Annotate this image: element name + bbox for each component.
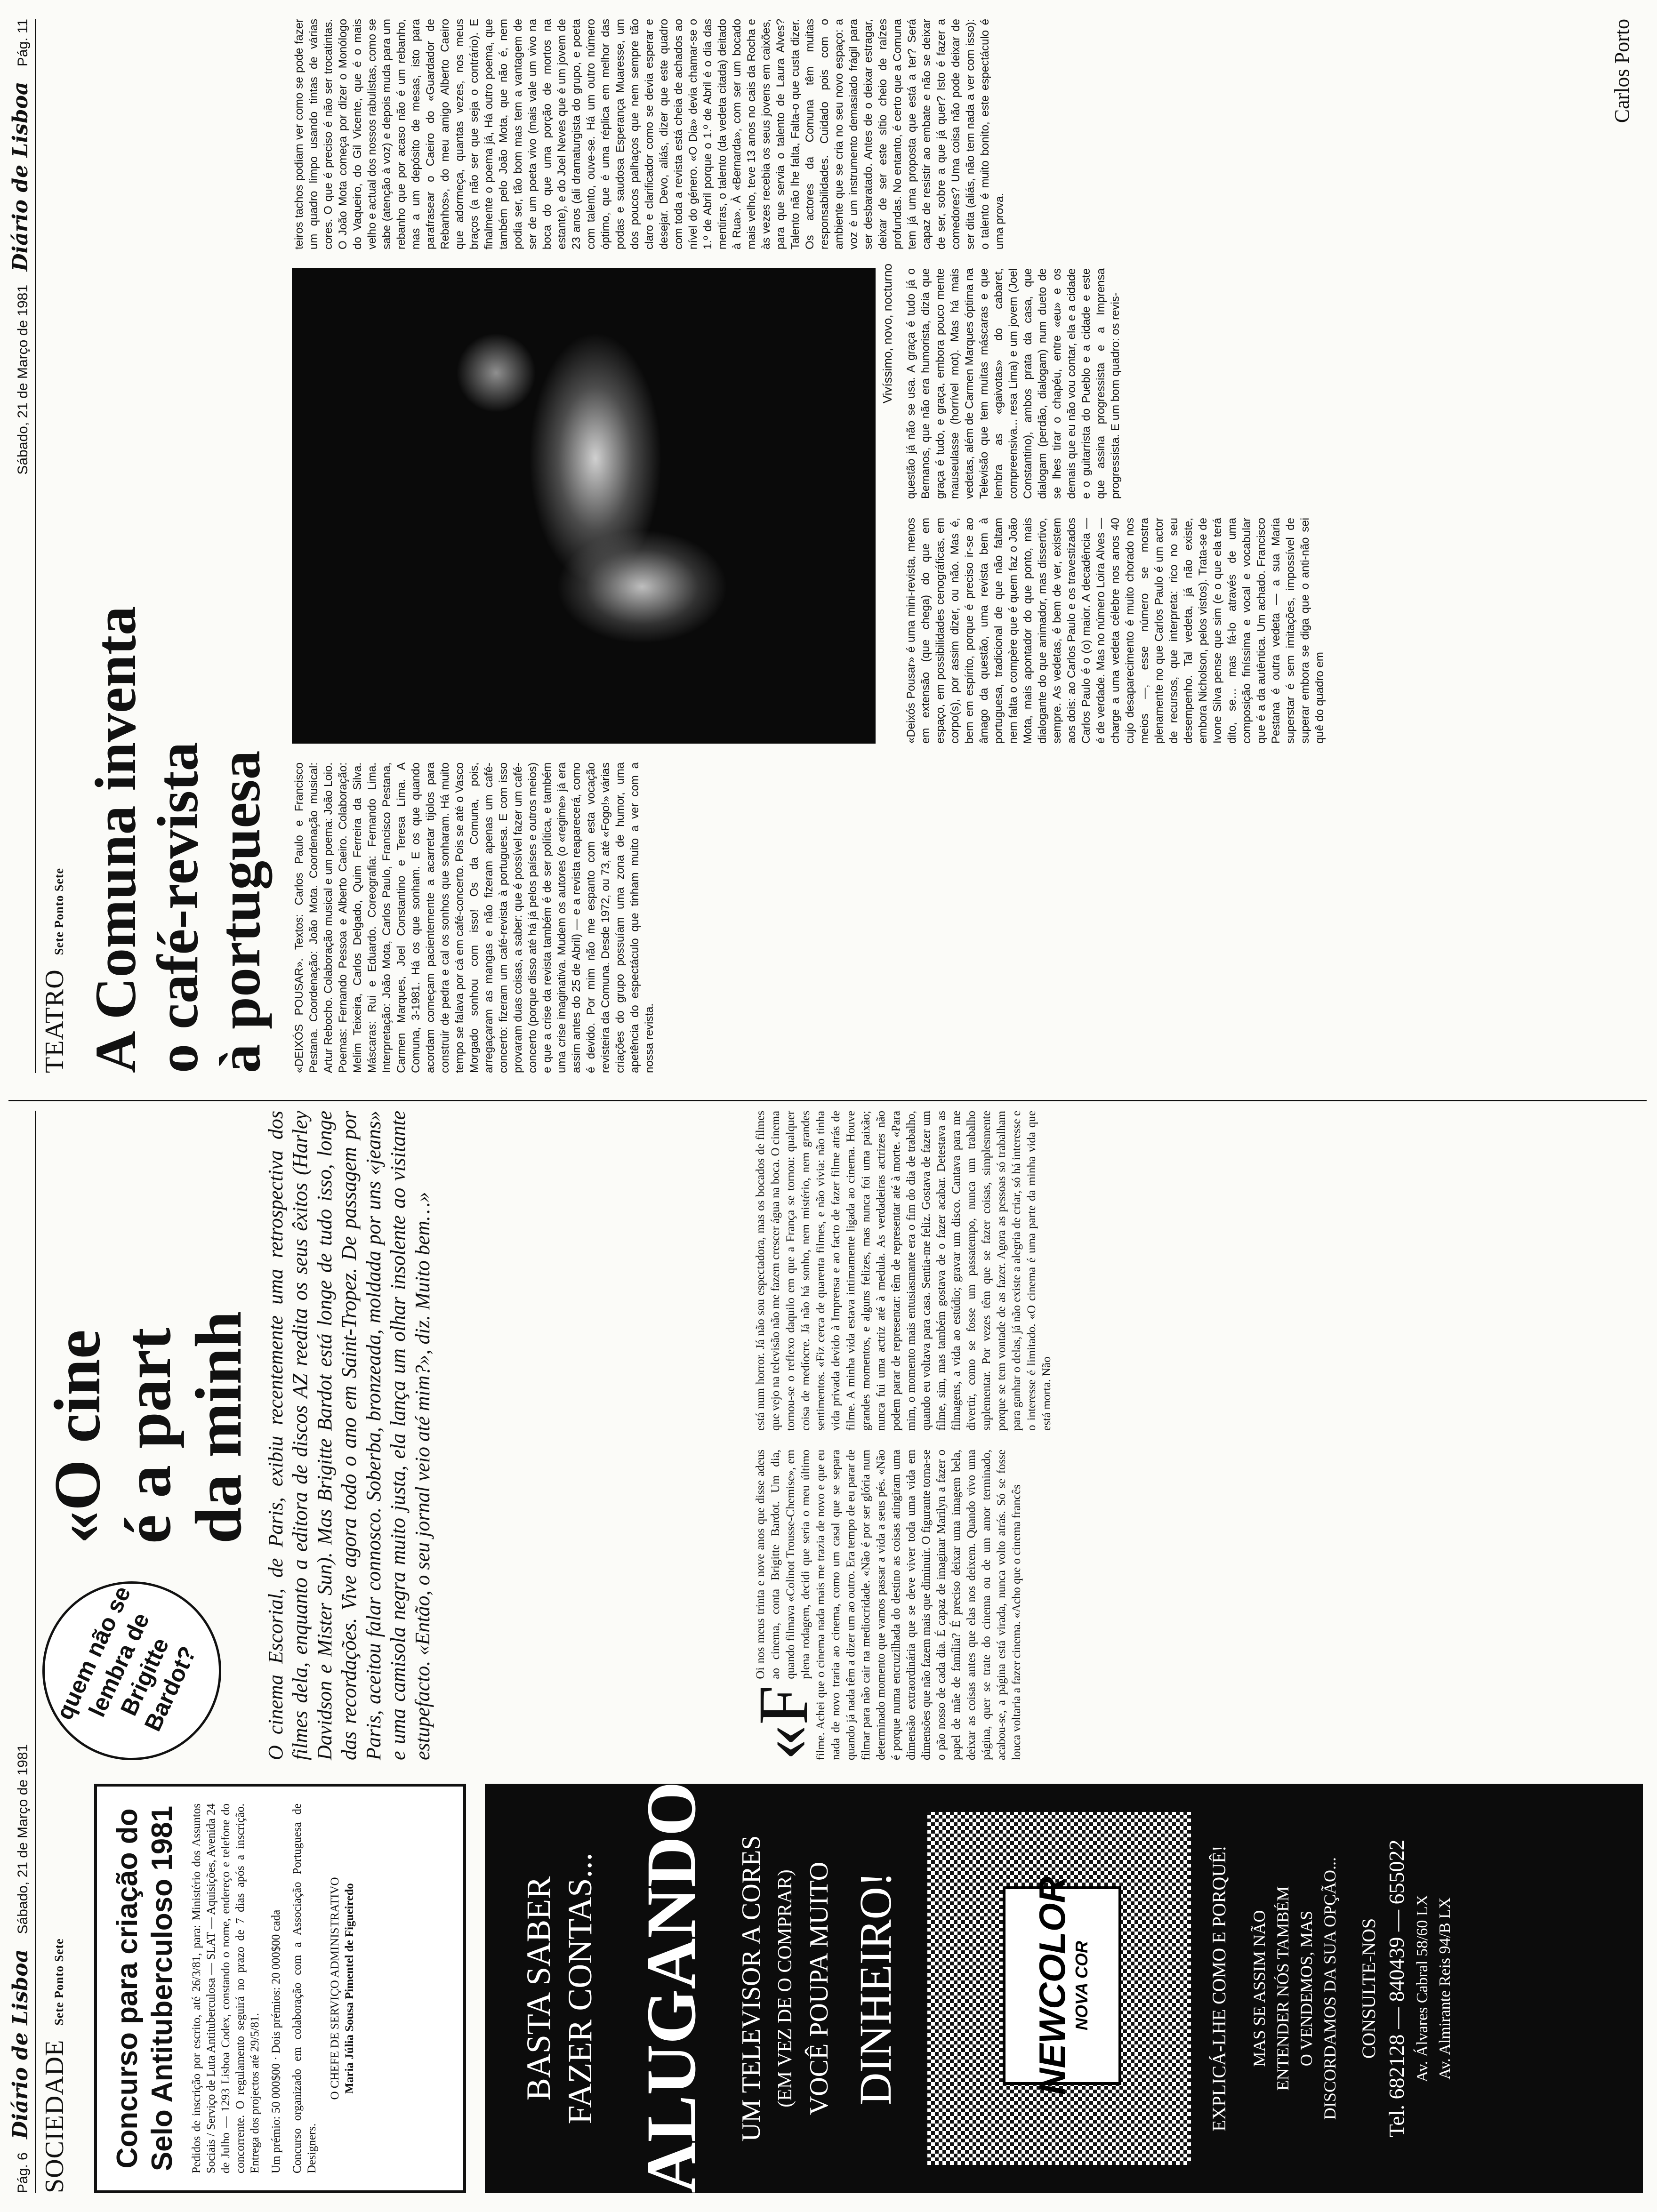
- circle-text: quem não se lembra de Brigitte Bardot?: [51, 1582, 201, 1735]
- bardot-headline-1: «O cine: [41, 1330, 114, 1544]
- masthead-left: Diário de Lisboa: [8, 1949, 32, 2139]
- ad-address-1: Av. Álvares Cabral 58/60 LX: [1414, 1894, 1431, 2083]
- theatre-photo: [292, 268, 876, 744]
- ad-explain: EXPLICÁ-LHE COMO E PORQUÊ!: [1208, 1845, 1230, 2132]
- bardot-column-1: [744, 1450, 1638, 1760]
- section-label-right: TEATRO: [40, 969, 69, 1073]
- logo-text: NEWCOLOR: [1031, 1876, 1073, 2095]
- ad-question-1: MAS SE ASSIM NÃO: [1250, 1910, 1269, 2067]
- bardot-dropcap: «F: [744, 1685, 822, 1760]
- ad-line-6: VOCÊ POUPA MUITO: [804, 1861, 834, 2116]
- contest-signature-role: O CHEFE DE SERVIÇO ADMINISTRATIVO: [329, 1877, 341, 2100]
- ad-line-3: ALUGANDO: [632, 1781, 710, 2193]
- ad-checker-pattern: [927, 1812, 1191, 2165]
- bardot-column-2: está num horror. Já não sou espectadora, mas os bocados de filmes que vejo na televisão não me fazem crescer água na boca. O cinema tornou-se o reflexo daquilo em que a França se tornou: qualquer coisa de medíocre. Já não há sonho, nem mistério, nem grandes sentimentos. «Fiz cerca de quarenta filmes, e não vivia: não tinha vida privada devido à Imprensa e ao facto de fazer filme atrás de filme. A minha vida estava intimamente ligada ao cinema. Houve grandes momentos, e alguns felizes, mas nunca foi uma paixão; nunca fui uma actriz até à medula. As verdadeiras actrizes não podem parar de representar: têm de representar até à morte. «Para mim, o momento mais entusiasmante era o fim do dia de trabalho, quando eu voltava para casa. Sentia-me feliz. Gostava de fazer um filme, sim, mas também gostava de o fazer acabar. Detestava as filmagens, a vida ao estúdio; gravar um disco. Cantava para me divertir, como se fosse um passatempo, nunca um trabalho suplementar. Por vezes têm que se fazer coisas, simplesmente porque se tem vontade de as fazer. Agora as pessoas só trabalham para ganhar o delas, já não existe a alegria de criar, só há interesse e o interesse é limitado. «O cinema é uma parte da minha vida que está morta. Não: [754, 1111, 1053, 1431]
- ad-line-1: BASTA SABER: [520, 1876, 557, 2101]
- photo-caption: Vivíssimo, novo, nocturno: [880, 264, 894, 404]
- ad-question-3: O VENDEMOS, MAS: [1297, 1910, 1316, 2067]
- ad-address-2: Av. Almirante Reis 94/B LX: [1436, 1897, 1454, 2080]
- date-left: Sábado, 21 de Março de 1981: [15, 1744, 31, 1934]
- ad-consult: CONSULTE-NOS: [1358, 1918, 1379, 2059]
- contest-prizes: Um prémio: 50 000$00 · Dois prémios: 20 000$00 cada: [270, 1909, 282, 2173]
- comuna-headline-2: o café-revista: [145, 742, 210, 1073]
- header-rule-right: [35, 19, 36, 1073]
- header-left: [8, 1111, 37, 2193]
- logo-subtext: NOVA COR: [1072, 1941, 1091, 2031]
- ad-line-5: (EM VEZ DE O COMPRAR): [774, 1869, 796, 2108]
- contest-box: [94, 1784, 466, 2193]
- newcolor-advertisement: [485, 1781, 1643, 2193]
- bardot-headline-2: é a part: [112, 1328, 185, 1544]
- ad-question-4: DISCORDAMOS DA SUA OPÇÃO...: [1320, 1857, 1339, 2120]
- section-title-teatro: [40, 868, 72, 1073]
- date-right: Sábado, 21 de Março de 1981: [15, 284, 31, 475]
- contest-signature-name: Maria Júlia Sousa Pimentel de Figueiredo: [343, 1883, 356, 2094]
- ad-line-4: UM TELEVISOR A CORES: [737, 1835, 766, 2142]
- comuna-headline-1: A Comuna inventa: [83, 606, 148, 1073]
- header-rule-left: [35, 1111, 36, 2193]
- ad-telephone: Tel. 682128 — 840439 — 655022: [1384, 1839, 1408, 2138]
- comuna-column-2: «Deixós Pousar» é uma mini-revista, menos em extensão (que chega) do que em espaço, em possibilidades cenográficas, em corpo(s), por assim dizer, ou não. Mas é, bem em espírito, porque é preciso ir-se ao âmago da questão, uma revista bem à portuguesa, tradicional de que não faltam nem falta o compère que é quem faz o João Mota, mais apontador do que ponto, mais dialogante do que animador, mas dissertivo, sempre. As vedetas, é bem de ver, existem aos dois: ao Carlos Paulo e os travestizados Carlos Paulo é o (o) maior. A decadência — é de verdade. Mas no número Loira Alves — charge a uma vedeta célebre nos anos 40 cujo desaparecimento é muito chorado nos meios —, esse número se mostra plenamente no que Carlos Paulo é um actor de recursos, que interpreta: rico no seu desempenho. Tal vedeta, já não existe, embora Nicholson, pelos vistos). Trata-se de Ivone Silva pense que sim (e o que ela terá dito, se… mas fá-lo através de uma composição finíssima e vocal e vocabular que é a da autêntica. Um achado. Francisco Pestana é outra vedeta — a sua Maria superstar é sem imitações, impossível de superar embora se diga que o anti-não sei quê do quadro em: [905, 518, 1326, 744]
- ad-line-2: FAZER CONTAS...: [561, 1852, 599, 2124]
- comuna-column-3: questão já não se usa. A graça é tudo já o Bernanos, que não era humorista, dizia que graça é tudo, e graça, embora pouco mente mauseulasse (horrível mot). Mas há mais vedetas, além de Carmen Marques óptima na Televisão que tem muitas máscaras e que lembra as «gaivotas» do cabaret, compreensiva... resa Lima) e um jovem (Joel Constantino), ambos prata da casa, que dialogam (perdão, dialogam) num dueto de se lhes tirar o chapéu, entre «eu» e os demais que eu não vou contar, ela e a cidade e o guitarrista do Pueblo e a cidade e este que assina progressista e a Imprensa progressista. E um bom quadro: os revis-: [905, 268, 1122, 499]
- page-gutter: [8, 1100, 1647, 1101]
- bardot-circle-teaser: [42, 1581, 221, 1760]
- page-number-left: Pág. 6: [15, 2152, 31, 2193]
- contest-body: Pedidos de inscrição por escrito, até 26/3/81, para: Ministério dos Assuntos Sociais / Serviço de Luta Antituberculosa — SLAT — Aquisições, Avenida 24 de Julho — 1293 Lisboa Codex, constando o nome, endereço e telefone do concorrente. O regulamento seguirá no prazo de 7 dias após a inscrição. Entrega dos projectos até 29/5/81.: [190, 1803, 261, 2173]
- author-signature: Carlos Porto: [1610, 19, 1633, 123]
- ad-line-7: DINHEIRO!: [850, 1872, 901, 2105]
- masthead-right: Diário de Lisboa: [8, 81, 32, 272]
- section-label: SOCIEDADE: [40, 2039, 69, 2193]
- ad-question-2: ENTENDER NÓS TAMBÉM: [1273, 1886, 1292, 2091]
- page-number-right: Pág. 11: [15, 19, 31, 67]
- contest-title: Concurso para criação do Selo Antituberculoso 1981: [111, 1805, 178, 2172]
- comuna-headline-3: à portuguesa: [208, 750, 272, 1073]
- comuna-column-1: «DEIXÓS POUSAR». Textos: Carlos Paulo e Francisco Pestana. Coordenação: João Mota. Coordenação musical: Artur Rebocho. Colaboração musical e um poema: João Loio. Poemas: Fernando Pessoa e Alberto Caeiro. Colaboração: Melim Teixeira, Carlos Delgado, Quim Ferreira da Silva. Máscaras: Rui e Eduardo. Coreografia: Fernando Lima. Interpretação: João Mota, Carlos Paulo, Francisco Pestana, Carmen Marques, Joel Constantino e Teresa Lima. A Comuna, 3-1981. Há os que sonham. E os que quando acordam começam pacientemente a acarretar tijolos para construir de pedra e cal os sonhos que sonharam. Há muito tempo se falava por cá em café-concerto. Pois se até o Vasco Morgado sonhou com isso! Os da Comuna, pois, arregaçaram as mangas e não fizeram apenas um café-concerto: fizeram um café-revista à portuguesa. E com isso provaram duas coisas, a saber: que é possível fazer um café-concerto (porque disso até há já pelos países e outros meios) e que a crise da revista também é de ser política, e também uma crise imaginativa. Mudem os autores (o «regime» já era assim antes do 25 de Abril) — e a revista reaparecerá, como é devido. Por mim não me espanto com esta vocação revisteira da Comuna. Desde 1972, ou 73, até «Fogo!» várias criações do grupo possuíam uma zona de humor, uma apetência do espectáculo que tinham muito a ver com a nossa revista.: [293, 762, 656, 1073]
- supplement-label-right: Sete Ponto Sete: [52, 867, 66, 955]
- bardot-headline-3: da minh: [182, 1311, 255, 1544]
- bardot-column-1-text: Oi nos meus trinta e nove anos que disse adeus ao cinema, conta Brigitte Bardot. Um dia, quando filmava «Colinot Trousse-Chemise», em plena rodagem, decidi que seria o meu último filme. Achei que o cinema nada mais me trazia de novo e que eu nada de novo traria ao cinema, como um casal que se separa quando já nada têm a dizer um ao outro. Era tempo de eu parar de filmar para não cair na mediocridade. «Não é por ser glória num determinado momento que vamos passar a vida a seus pés. «Não é porque numa encruzilhada do destino as coisas atingiram uma dimensão extraordinária que se deve viver toda uma vida em dimensões que não fazem mais que diminuir. O figurante torna-se o pão nosso de cada dia. É capaz de imaginar Marilyn a fazer o papel de mãe de família? É preciso deixar uma imagem bela, deixar as coisas antes que elas nos deixem. Quando vivo uma página, quer se trate do cinema ou de um amor terminado, acabou-se, a página está virada, nunca volto atrás. Só se fosse louca voltaria a fazer cinema. «Acho que o cinema francês: [754, 1450, 1023, 1760]
- supplement-label: Sete Ponto Sete: [52, 1938, 66, 2026]
- bardot-lede: O cinema Escorial, de Paris, exibiu recentemente uma retrospectiva dos filmes dela, enquanto a editora de discos AZ reedita os seus êxitos (Harley Davidson e Mister Sun). Mas Brigitte Bardot está longe de tudo isso, longe das recordações. Vive agora todo o ano em Saint-Tropez. De passagem por Paris, aceitou falar connosco. Soberba, bronzeada, moldada por uns «jeans» e uma camisola negra muito justa, ela lança um olhar insolente ao visitante estupefacto. «Então, o seu jornal veio até mim?», diz. Muito bem…»: [264, 1111, 434, 1760]
- newcolor-logo: [1003, 1876, 1121, 2095]
- contest-organization: Concurso organizado em colaboração com a Associação Portuguesa de Designers.: [291, 1803, 318, 2173]
- comuna-column-4: teiros tachos podiam ver como se pode fazer um quadro limpo usando tintas de várias cores. O que é preciso é não ser trocatintas. O João Mota começa por dizer o Monólogo do Vaqueiro, do Gil Vicente, que é o mais velho e actual dos nossos rabulistas, como se sabe (atenção à voz) e depois muda para um rebanho que por acaso não é um rebanho, mas a um depósito de mesas, isto para parafrasear o Caeiro do «Guardador de Rebanhos», do meu amigo Alberto Caeiro que adormeça, quantas vezes, nos meus braços (a não ser que seja o contrário). E finalmente o poema já, Há outro poema, que também pelo João Mota, que não é, nem podia ser, tão bom mas tem a vantagem de ser de um poeta vivo (mais vale um vivo na boca do que uma porção de mortos na estante), e do Joel Neves que é um jovem de 23 anos (ali dramaturgista do grupo, e poeta com talento, ouve-se. Há um outro número óptimo, que é uma réplica em melhor das podas e saudosa Esperança Muaresse, um dos poucos palhaços que nem sempre tão claro e clarificador como se devia esperar e desejar. Devo, aliás, dizer que este quadro com toda a revista está cheia de achados ao nível do género. «O Dia» devia chamar-se o 1.º de Abril porque o 1.º de Abril é o dia das mentiras, o talento (da vedeta citada) deitado à Rua». À «Bernarda», com ser um bocado mais velho, teve 13 anos no cais da Rocha e às vezes recebia os seus jovens em caixões, para que servia o talento de Laura Alves? Talento não lhe falta, Falta-o que custa dizer. Os actores da Comuna têm muitas responsabilidades. Cuidado pois com o ambiente que se cria no seu novo espaço: a voz é um instrumento demasiado frágil para ser desbaratado. Antes de o deixar estragar, deixar de ser este sítio cheio de raízes profundas. No entanto, é certo que a Comuna tem já uma proposta que está a ter? Será capaz de resistir ao embate e não se deixar de ser, sobre a que já quer? Isto é fazer a comedores? Uma coisa não pode deixar de ser dita (aliás, não tem nada a ver com isso): o talento é muito bonito, este espectáculo é uma prova.: [293, 19, 1006, 249]
- section-title-sociedade: [40, 1938, 72, 2193]
- header-right: [8, 19, 37, 1073]
